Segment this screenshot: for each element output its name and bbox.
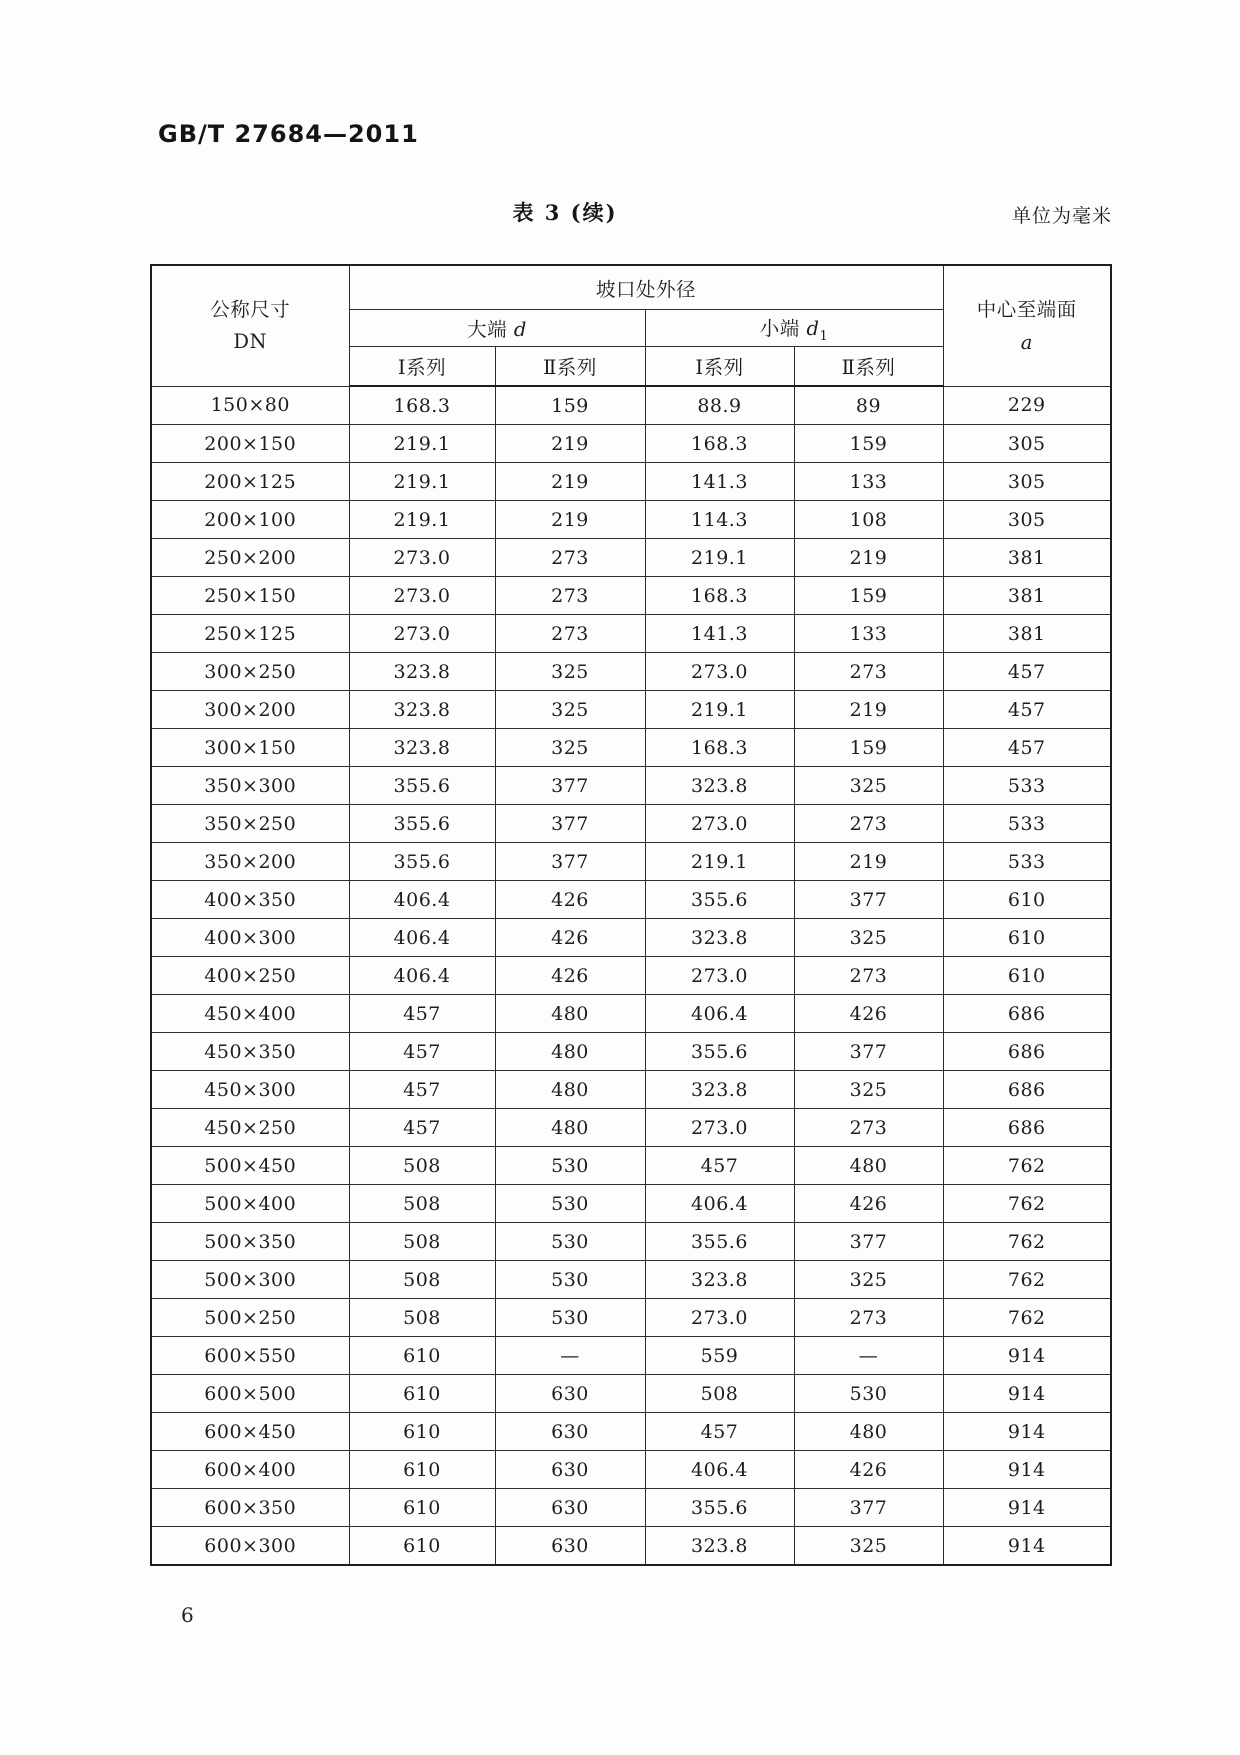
- value-cell: 273: [794, 805, 943, 843]
- value-cell: 630: [495, 1375, 645, 1413]
- col-header-series2-small: Ⅱ系列: [794, 347, 943, 387]
- value-cell: 168.3: [349, 386, 495, 425]
- table-row: [151, 1147, 1111, 1185]
- value-cell: 219.1: [645, 539, 794, 577]
- unit-note: 单位为毫米: [1011, 205, 1112, 227]
- value-cell: 168.3: [645, 425, 794, 463]
- value-cell: 762: [943, 1185, 1111, 1223]
- value-cell: 610: [943, 957, 1111, 995]
- table-row: [151, 1375, 1111, 1413]
- dn-cell: 500×350: [151, 1223, 349, 1261]
- dn-cell: 400×350: [151, 881, 349, 919]
- small-end-subscript: 1: [819, 328, 829, 344]
- value-cell: 168.3: [645, 577, 794, 615]
- value-cell: 273: [495, 539, 645, 577]
- dn-cell: 450×300: [151, 1071, 349, 1109]
- value-cell: 762: [943, 1147, 1111, 1185]
- dn-cell: 500×450: [151, 1147, 349, 1185]
- value-cell: 273.0: [645, 653, 794, 691]
- value-cell: 457: [943, 653, 1111, 691]
- table-row: [151, 843, 1111, 881]
- value-cell: 168.3: [645, 729, 794, 767]
- large-end-symbol: d: [513, 318, 527, 341]
- value-cell: 630: [495, 1413, 645, 1451]
- dn-cell: 250×200: [151, 539, 349, 577]
- value-cell: 88.9: [645, 386, 794, 425]
- table-row: [151, 1489, 1111, 1527]
- table-row: [151, 1337, 1111, 1375]
- value-cell: —: [495, 1337, 645, 1375]
- value-cell: 457: [349, 1109, 495, 1147]
- value-cell: 530: [495, 1223, 645, 1261]
- value-cell: 108: [794, 501, 943, 539]
- value-cell: 305: [943, 463, 1111, 501]
- value-cell: 762: [943, 1223, 1111, 1261]
- table-row: [151, 957, 1111, 995]
- value-cell: 219.1: [645, 843, 794, 881]
- value-cell: 219.1: [349, 463, 495, 501]
- large-end-label: 大端: [467, 318, 508, 341]
- dn-cell: 600×350: [151, 1489, 349, 1527]
- value-cell: 610: [349, 1337, 495, 1375]
- value-cell: 457: [943, 691, 1111, 729]
- dn-cell: 300×200: [151, 691, 349, 729]
- small-end-symbol: d: [806, 316, 820, 340]
- dn-cell: 450×250: [151, 1109, 349, 1147]
- col-header-nominal-size: [151, 265, 349, 386]
- value-cell: 610: [349, 1527, 495, 1566]
- value-cell: 133: [794, 615, 943, 653]
- value-cell: 457: [645, 1147, 794, 1185]
- table-row: [151, 1223, 1111, 1261]
- table-row: [151, 615, 1111, 653]
- dn-cell: 300×150: [151, 729, 349, 767]
- table-row: [151, 501, 1111, 539]
- value-cell: 325: [495, 729, 645, 767]
- value-cell: 219.1: [645, 691, 794, 729]
- value-cell: 406.4: [349, 957, 495, 995]
- value-cell: 159: [495, 386, 645, 425]
- value-cell: 219.1: [349, 501, 495, 539]
- value-cell: 480: [495, 1033, 645, 1071]
- center-to-face-label: 中心至端面: [976, 297, 1077, 321]
- value-cell: 141.3: [645, 615, 794, 653]
- value-cell: 159: [794, 577, 943, 615]
- value-cell: 406.4: [349, 881, 495, 919]
- table-row: [151, 1299, 1111, 1337]
- value-cell: 426: [794, 1185, 943, 1223]
- value-cell: 508: [349, 1147, 495, 1185]
- document-number: GB/T 27684—2011: [158, 120, 419, 148]
- value-cell: 610: [943, 919, 1111, 957]
- value-cell: 355.6: [349, 805, 495, 843]
- value-cell: 273: [495, 577, 645, 615]
- value-cell: 480: [495, 1109, 645, 1147]
- value-cell: 426: [495, 957, 645, 995]
- value-cell: 323.8: [645, 1527, 794, 1566]
- value-cell: 480: [495, 1071, 645, 1109]
- value-cell: 480: [495, 995, 645, 1033]
- value-cell: 457: [349, 1071, 495, 1109]
- col-header-center-to-face: [943, 265, 1111, 386]
- value-cell: —: [794, 1337, 943, 1375]
- value-cell: 219: [794, 539, 943, 577]
- value-cell: 219: [495, 463, 645, 501]
- table-row: [151, 539, 1111, 577]
- value-cell: 406.4: [645, 1451, 794, 1489]
- value-cell: 305: [943, 501, 1111, 539]
- value-cell: 377: [794, 881, 943, 919]
- value-cell: 323.8: [349, 653, 495, 691]
- dn-cell: 300×250: [151, 653, 349, 691]
- table-row: [151, 1185, 1111, 1223]
- value-cell: 323.8: [349, 691, 495, 729]
- dn-cell: 200×100: [151, 501, 349, 539]
- value-cell: 406.4: [645, 995, 794, 1033]
- table-row: [151, 1109, 1111, 1147]
- value-cell: 219: [495, 501, 645, 539]
- value-cell: 219: [794, 691, 943, 729]
- dn-cell: 350×250: [151, 805, 349, 843]
- value-cell: 508: [349, 1223, 495, 1261]
- value-cell: 508: [645, 1375, 794, 1413]
- page-number: 6: [181, 1603, 194, 1627]
- value-cell: 457: [349, 1033, 495, 1071]
- table-row: [151, 995, 1111, 1033]
- value-cell: 426: [495, 881, 645, 919]
- value-cell: 141.3: [645, 463, 794, 501]
- value-cell: 686: [943, 1109, 1111, 1147]
- table-row: [151, 767, 1111, 805]
- value-cell: 323.8: [645, 919, 794, 957]
- value-cell: 355.6: [349, 843, 495, 881]
- table-row: [151, 425, 1111, 463]
- dn-cell: 250×125: [151, 615, 349, 653]
- value-cell: 559: [645, 1337, 794, 1375]
- table-row: [151, 1451, 1111, 1489]
- table-title: 表 3 (续): [512, 200, 618, 225]
- value-cell: 323.8: [645, 1261, 794, 1299]
- value-cell: 323.8: [349, 729, 495, 767]
- dn-cell: 500×250: [151, 1299, 349, 1337]
- table-body: [151, 386, 1111, 1565]
- dn-cell: 250×150: [151, 577, 349, 615]
- table-row: [151, 1413, 1111, 1451]
- value-cell: 273.0: [349, 577, 495, 615]
- value-cell: 381: [943, 615, 1111, 653]
- value-cell: 323.8: [645, 1071, 794, 1109]
- dn-cell: 500×300: [151, 1261, 349, 1299]
- value-cell: 273: [794, 653, 943, 691]
- col-header-large-end: [349, 310, 645, 347]
- value-cell: 426: [794, 1451, 943, 1489]
- value-cell: 229: [943, 386, 1111, 425]
- value-cell: 686: [943, 1071, 1111, 1109]
- value-cell: 273.0: [645, 957, 794, 995]
- table-row: [151, 386, 1111, 425]
- value-cell: 426: [794, 995, 943, 1033]
- value-cell: 377: [495, 767, 645, 805]
- value-cell: 377: [794, 1223, 943, 1261]
- value-cell: 355.6: [349, 767, 495, 805]
- value-cell: 610: [349, 1451, 495, 1489]
- value-cell: 325: [794, 767, 943, 805]
- value-cell: 480: [794, 1413, 943, 1451]
- value-cell: 530: [495, 1147, 645, 1185]
- table-row: [151, 577, 1111, 615]
- value-cell: 159: [794, 425, 943, 463]
- value-cell: 273.0: [349, 615, 495, 653]
- col-header-bevel-outer-diameter: 坡口处外径: [349, 265, 943, 310]
- value-cell: 273.0: [645, 1299, 794, 1337]
- value-cell: 305: [943, 425, 1111, 463]
- value-cell: 273.0: [349, 539, 495, 577]
- value-cell: 273: [794, 1109, 943, 1147]
- value-cell: 377: [495, 843, 645, 881]
- dn-cell: 350×300: [151, 767, 349, 805]
- value-cell: 457: [645, 1413, 794, 1451]
- value-cell: 159: [794, 729, 943, 767]
- value-cell: 219: [495, 425, 645, 463]
- value-cell: 630: [495, 1527, 645, 1566]
- value-cell: 89: [794, 386, 943, 425]
- value-cell: 508: [349, 1299, 495, 1337]
- table-row: [151, 881, 1111, 919]
- dn-cell: 150×80: [151, 386, 349, 425]
- value-cell: 914: [943, 1337, 1111, 1375]
- value-cell: 323.8: [645, 767, 794, 805]
- value-cell: 914: [943, 1527, 1111, 1566]
- value-cell: 914: [943, 1489, 1111, 1527]
- value-cell: 325: [794, 919, 943, 957]
- value-cell: 273: [495, 615, 645, 653]
- dn-cell: 600×450: [151, 1413, 349, 1451]
- table-row: [151, 463, 1111, 501]
- value-cell: 377: [794, 1489, 943, 1527]
- value-cell: 219: [794, 843, 943, 881]
- nominal-size-label: 公称尺寸: [210, 297, 291, 321]
- center-to-face-symbol: a: [1020, 330, 1033, 354]
- value-cell: 530: [794, 1375, 943, 1413]
- value-cell: 355.6: [645, 1033, 794, 1071]
- dn-cell: 200×150: [151, 425, 349, 463]
- table-row: [151, 1527, 1111, 1566]
- value-cell: 325: [794, 1071, 943, 1109]
- value-cell: 610: [349, 1413, 495, 1451]
- dn-cell: 600×400: [151, 1451, 349, 1489]
- value-cell: 508: [349, 1261, 495, 1299]
- value-cell: 355.6: [645, 1489, 794, 1527]
- value-cell: 610: [943, 881, 1111, 919]
- table-row: [151, 691, 1111, 729]
- value-cell: 114.3: [645, 501, 794, 539]
- value-cell: 377: [495, 805, 645, 843]
- dimension-table: [150, 264, 1112, 1566]
- value-cell: 273.0: [645, 1109, 794, 1147]
- value-cell: 377: [794, 1033, 943, 1071]
- value-cell: 355.6: [645, 881, 794, 919]
- dn-cell: 450×350: [151, 1033, 349, 1071]
- table-row: [151, 1261, 1111, 1299]
- value-cell: 273.0: [645, 805, 794, 843]
- value-cell: 406.4: [349, 919, 495, 957]
- table-header: [151, 265, 1111, 386]
- table-row: [151, 919, 1111, 957]
- table-row: [151, 805, 1111, 843]
- col-header-series1-small: Ⅰ系列: [645, 347, 794, 387]
- value-cell: 273: [794, 1299, 943, 1337]
- dn-cell: 600×500: [151, 1375, 349, 1413]
- value-cell: 426: [495, 919, 645, 957]
- dn-cell: 200×125: [151, 463, 349, 501]
- value-cell: 630: [495, 1489, 645, 1527]
- value-cell: 610: [349, 1489, 495, 1527]
- value-cell: 381: [943, 577, 1111, 615]
- value-cell: 610: [349, 1375, 495, 1413]
- dn-cell: 600×550: [151, 1337, 349, 1375]
- col-header-series1-large: Ⅰ系列: [349, 347, 495, 387]
- value-cell: 686: [943, 995, 1111, 1033]
- table-row: [151, 729, 1111, 767]
- value-cell: 533: [943, 767, 1111, 805]
- dn-cell: 450×400: [151, 995, 349, 1033]
- value-cell: 325: [495, 653, 645, 691]
- value-cell: 381: [943, 539, 1111, 577]
- value-cell: 762: [943, 1299, 1111, 1337]
- dn-cell: 600×300: [151, 1527, 349, 1566]
- value-cell: 273: [794, 957, 943, 995]
- value-cell: 325: [794, 1527, 943, 1566]
- value-cell: 355.6: [645, 1223, 794, 1261]
- value-cell: 914: [943, 1451, 1111, 1489]
- value-cell: 219.1: [349, 425, 495, 463]
- dn-cell: 400×250: [151, 957, 349, 995]
- value-cell: 533: [943, 805, 1111, 843]
- table-row: [151, 1033, 1111, 1071]
- col-header-small-end: [645, 310, 943, 347]
- value-cell: 325: [495, 691, 645, 729]
- dn-cell: 350×200: [151, 843, 349, 881]
- value-cell: 457: [943, 729, 1111, 767]
- value-cell: 133: [794, 463, 943, 501]
- col-header-series2-large: Ⅱ系列: [495, 347, 645, 387]
- value-cell: 530: [495, 1261, 645, 1299]
- value-cell: 914: [943, 1375, 1111, 1413]
- header-row-group: [151, 265, 1111, 310]
- value-cell: 686: [943, 1033, 1111, 1071]
- value-cell: 480: [794, 1147, 943, 1185]
- value-cell: 530: [495, 1299, 645, 1337]
- small-end-label: 小端: [759, 316, 800, 340]
- dn-cell: 500×400: [151, 1185, 349, 1223]
- value-cell: 457: [349, 995, 495, 1033]
- value-cell: 630: [495, 1451, 645, 1489]
- value-cell: 325: [794, 1261, 943, 1299]
- table-row: [151, 1071, 1111, 1109]
- value-cell: 762: [943, 1261, 1111, 1299]
- value-cell: 530: [495, 1185, 645, 1223]
- value-cell: 533: [943, 843, 1111, 881]
- value-cell: 406.4: [645, 1185, 794, 1223]
- table-row: [151, 653, 1111, 691]
- value-cell: 508: [349, 1185, 495, 1223]
- dn-cell: 400×300: [151, 919, 349, 957]
- nominal-size-sublabel: DN: [233, 329, 268, 353]
- value-cell: 914: [943, 1413, 1111, 1451]
